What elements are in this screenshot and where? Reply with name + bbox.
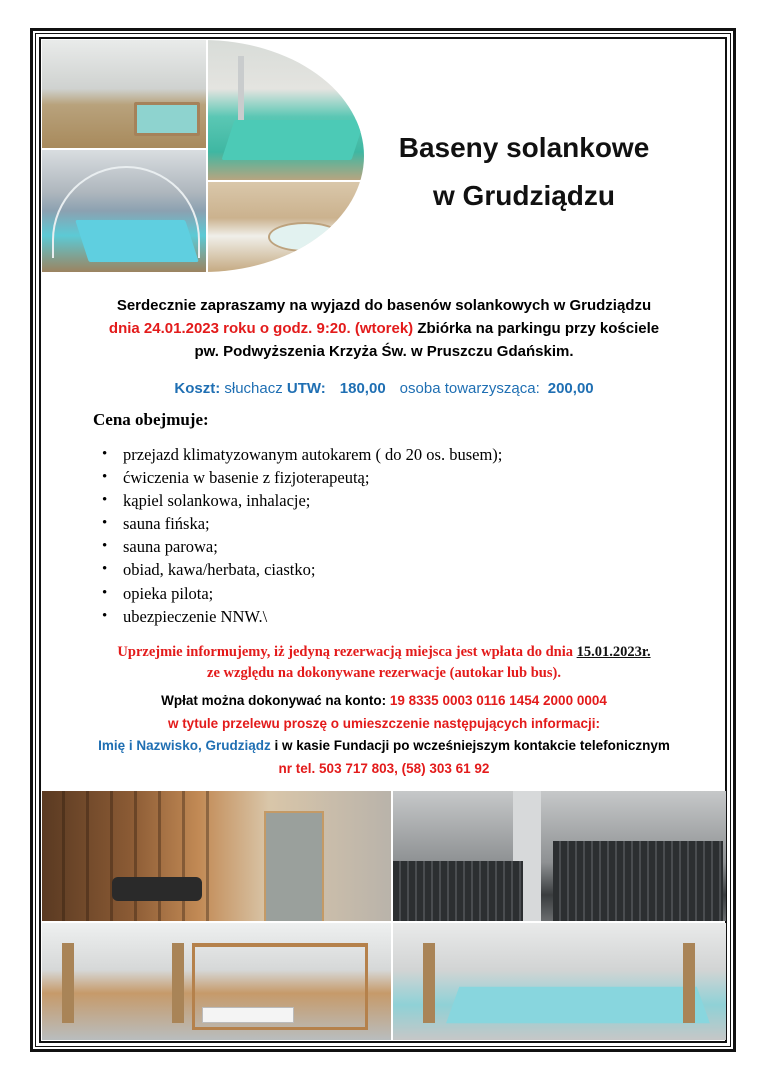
list-item: • opieka pilota;: [100, 582, 502, 605]
payment-deadline: 15.01.2023r.: [576, 644, 651, 660]
photo-indoor-pool-hall: [42, 40, 206, 148]
page-title: [364, 124, 684, 220]
notice-text: Uprzejmie informujemy, iż jedyną rezerwacją miejsca jest wpłata do dnia: [117, 644, 577, 660]
invitation-line-2: [46, 317, 722, 340]
list-item: • sauna fińska;: [100, 512, 502, 535]
pool-photo-collage: [42, 40, 364, 272]
price-includes-list: [100, 443, 502, 628]
meeting-point: Zbiórka na parkingu przy kościele: [413, 320, 660, 337]
photo-covered-pool: [42, 150, 206, 272]
payment-line-1: [46, 690, 722, 713]
cost-utw: UTW:: [286, 380, 326, 397]
invitation-line-3: pw. Podwyższenia Krzyża Św. w Pruszczu Gdańskim.: [194, 343, 574, 360]
cost-listener-text: słuchacz: [220, 380, 287, 397]
payment-info: [46, 690, 722, 780]
notice-line-1: [46, 642, 722, 663]
cost-listener-price: 180,00: [339, 380, 386, 397]
cash-desk-info: i w kasie Fundacji po wcześniejszym kontakcie telefonicznym: [270, 738, 670, 753]
cost-label: Koszt:: [174, 380, 221, 397]
invitation-text: [46, 294, 722, 363]
list-item: • kąpiel solankowa, inhalacje;: [100, 489, 502, 512]
transfer-title-info: Imię i Nazwisko, Grudziądz: [98, 738, 271, 753]
title-line-1: Baseny solankowe: [398, 132, 650, 163]
photo-steam-sauna: [393, 791, 726, 921]
payment-line-2: w tytule przelewu proszę o umieszczenie następujących informacji:: [167, 715, 601, 731]
reservation-notice: [46, 642, 722, 684]
list-item: • przejazd klimatyzowanym autokarem ( do 20 os. busem);: [100, 443, 502, 466]
list-item: • sauna parowa;: [100, 535, 502, 558]
cost-companion-text: osoba towarzysząca:: [399, 380, 540, 397]
payment-label: Wpłat można dokonywać na konto:: [161, 693, 390, 708]
photo-relaxation-area: [42, 923, 391, 1040]
list-item: • ubezpieczenie NNW.\: [100, 605, 502, 628]
photo-swimming-pool: [393, 923, 726, 1040]
trip-date: dnia 24.01.2023 roku o godz. 9:20. (wtorek): [108, 320, 414, 337]
list-item: • ćwiczenia w basenie z fizjoterapeutą;: [100, 466, 502, 489]
notice-line-2: ze względu na dokonywane rezerwacje (autokar lub bus).: [207, 665, 561, 681]
photo-pool-with-fountain: [208, 40, 364, 180]
cost-companion-price: 200,00: [547, 380, 594, 397]
title-line-2: w Grudziądzu: [433, 180, 615, 211]
photo-jacuzzi: [208, 182, 364, 272]
photo-finnish-sauna: [42, 791, 391, 921]
payment-line-3: [46, 735, 722, 758]
bank-account-number: 19 8335 0003 0116 1454 2000 0004: [389, 693, 607, 708]
list-item: • obiad, kawa/herbata, ciastko;: [100, 558, 502, 581]
cost-line: [46, 378, 722, 400]
invitation-line-1: Serdecznie zapraszamy na wyjazd do basenów solankowych w Grudziądzu: [116, 297, 652, 314]
price-includes-heading: Cena obejmuje:: [93, 410, 209, 429]
phone-numbers: nr tel. 503 717 803, (58) 303 61 92: [278, 760, 490, 776]
